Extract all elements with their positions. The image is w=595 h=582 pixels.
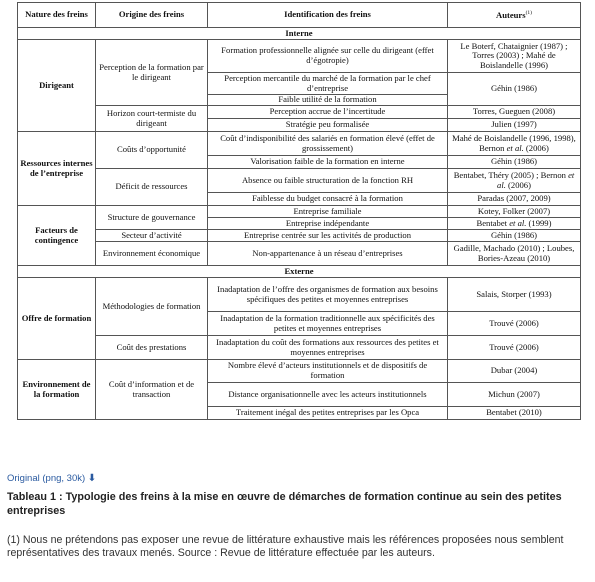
- header-auteurs-sup: (1): [525, 10, 533, 17]
- section-externe: Externe: [18, 266, 581, 278]
- auteurs-cell: Gadille, Machado (2010) ; Loubes, Bories-Azeau (2010): [448, 242, 581, 266]
- table-row: [18, 278, 581, 312]
- header-row: [18, 3, 581, 28]
- table-row: [18, 132, 581, 156]
- table-row: [18, 40, 581, 73]
- auteurs-cell: Salais, Storper (1993): [448, 278, 581, 312]
- origine-cell: Déficit de ressources: [96, 169, 208, 206]
- nature-environnement: Environnement de la formation: [18, 360, 96, 420]
- table-row: [18, 242, 581, 266]
- download-arrow-icon[interactable]: ⬇: [87, 473, 97, 484]
- header-identification: Identification des freins: [208, 3, 448, 28]
- table-row: [18, 206, 581, 218]
- identification-cell: Entreprise indépendante: [208, 218, 448, 230]
- origine-cell: Méthodologies de formation: [96, 278, 208, 336]
- auteurs-cell: Julien (1997): [448, 119, 581, 132]
- figure-caption: [7, 473, 592, 560]
- section-row-interne: [18, 28, 581, 40]
- identification-cell: Inadaptation du coût des formations aux ressources des petites et moyennes entreprises: [208, 336, 448, 360]
- header-nature: Nature des freins: [18, 3, 96, 28]
- origine-cell: Environnement économique: [96, 242, 208, 266]
- identification-cell: Absence ou faible structuration de la fonction RH: [208, 169, 448, 193]
- origine-cell: Coût d’information et de transaction: [96, 360, 208, 420]
- identification-cell: Formation professionnelle alignée sur celle du dirigeant (effet d’égotropie): [208, 40, 448, 73]
- auteurs-cell: Trouvé (2006): [448, 336, 581, 360]
- identification-cell: Inadaptation de la formation traditionnelle aux spécificités des petites et moyennes entreprises: [208, 312, 448, 336]
- auteurs-cell: Géhin (1986): [448, 156, 581, 169]
- auteurs-cell: Dubar (2004): [448, 360, 581, 383]
- identification-cell: Perception mercantile du marché de la formation par le chef d’entreprise: [208, 73, 448, 95]
- nature-offre: Offre de formation: [18, 278, 96, 360]
- identification-cell: Inadaptation de l’offre des organismes de formation aux besoins spécifiques des petites et moyennes entreprises: [208, 278, 448, 312]
- header-auteurs: [448, 3, 581, 28]
- identification-cell: Nombre élevé d’acteurs institutionnels et de dispositifs de formation: [208, 360, 448, 383]
- table-row: [18, 230, 581, 242]
- auteurs-cell: Bentabet et al. (1999): [448, 218, 581, 230]
- nature-dirigeant: Dirigeant: [18, 40, 96, 132]
- auteurs-cell: Géhin (1986): [448, 230, 581, 242]
- auteurs-cell: Torres, Gueguen (2008): [448, 106, 581, 119]
- auteurs-cell: Michun (2007): [448, 383, 581, 407]
- auteurs-cell: Bentabet, Théry (2005) ; Bernon et al. (2006): [448, 169, 581, 193]
- origine-cell: Perception de la formation par le dirigeant: [96, 40, 208, 106]
- identification-cell: Traitement inégal des petites entreprises par les Opca: [208, 407, 448, 420]
- auteurs-cell: Kotey, Folker (2007): [448, 206, 581, 218]
- table-footnote: (1) Nous ne prétendons pas exposer une revue de littérature exhaustive mais les références proposées nous semblent représentatives des travaux menés. Source : Revue de littérature effectuée par les auteurs.: [7, 534, 564, 559]
- identification-cell: Faible utilité de la formation: [208, 95, 448, 106]
- auteurs-cell: Bentabet (2010): [448, 407, 581, 420]
- identification-cell: Coût d’indisponibilité des salariés en formation élevé (effet de grossissement): [208, 132, 448, 156]
- section-interne: Interne: [18, 28, 581, 40]
- table-row: [18, 336, 581, 360]
- auteurs-cell: Paradas (2007, 2009): [448, 193, 581, 206]
- origine-cell: Horizon court-termiste du dirigeant: [96, 106, 208, 132]
- table-row: [18, 360, 581, 383]
- original-link-label[interactable]: Original (png, 30k): [7, 473, 86, 484]
- auteurs-cell: Le Boterf, Chataignier (1987) ; Torres (2003) ; Mahé de Boislandelle (1996): [448, 40, 581, 73]
- auteurs-cell: Mahé de Boislandelle (1996, 1998), Bernon et al. (2006): [448, 132, 581, 156]
- origine-cell: Secteur d’activité: [96, 230, 208, 242]
- section-row-externe: [18, 266, 581, 278]
- origine-cell: Coûts d’opportunité: [96, 132, 208, 169]
- identification-cell: Perception accrue de l’incertitude: [208, 106, 448, 119]
- nature-ressources: Ressources internes de l’entreprise: [18, 132, 96, 206]
- identification-cell: Valorisation faible de la formation en interne: [208, 156, 448, 169]
- original-download-link[interactable]: [7, 473, 592, 485]
- identification-cell: Faiblesse du budget consacré à la formation: [208, 193, 448, 206]
- identification-cell: Non-appartenance à un réseau d’entreprises: [208, 242, 448, 266]
- identification-cell: Entreprise familiale: [208, 206, 448, 218]
- auteurs-cell: Trouvé (2006): [448, 312, 581, 336]
- identification-cell: Entreprise centrée sur les activités de production: [208, 230, 448, 242]
- auteurs-cell: Géhin (1986): [448, 73, 581, 106]
- identification-cell: Stratégie peu formalisée: [208, 119, 448, 132]
- origine-cell: Coût des prestations: [96, 336, 208, 360]
- header-origine: Origine des freins: [96, 3, 208, 28]
- identification-cell: Distance organisationnelle avec les acteurs institutionnels: [208, 383, 448, 407]
- table-row: [18, 106, 581, 119]
- nature-contingence: Facteurs de contingence: [18, 206, 96, 266]
- typology-table-image: [17, 2, 580, 420]
- origine-cell: Structure de gouvernance: [96, 206, 208, 230]
- table-row: [18, 169, 581, 193]
- freins-table: [17, 2, 581, 420]
- table-title: Tableau 1 : Typologie des freins à la mise en œuvre de démarches de formation continue au sein des petites entreprises: [7, 491, 562, 517]
- header-auteurs-label: Auteurs: [495, 10, 526, 21]
